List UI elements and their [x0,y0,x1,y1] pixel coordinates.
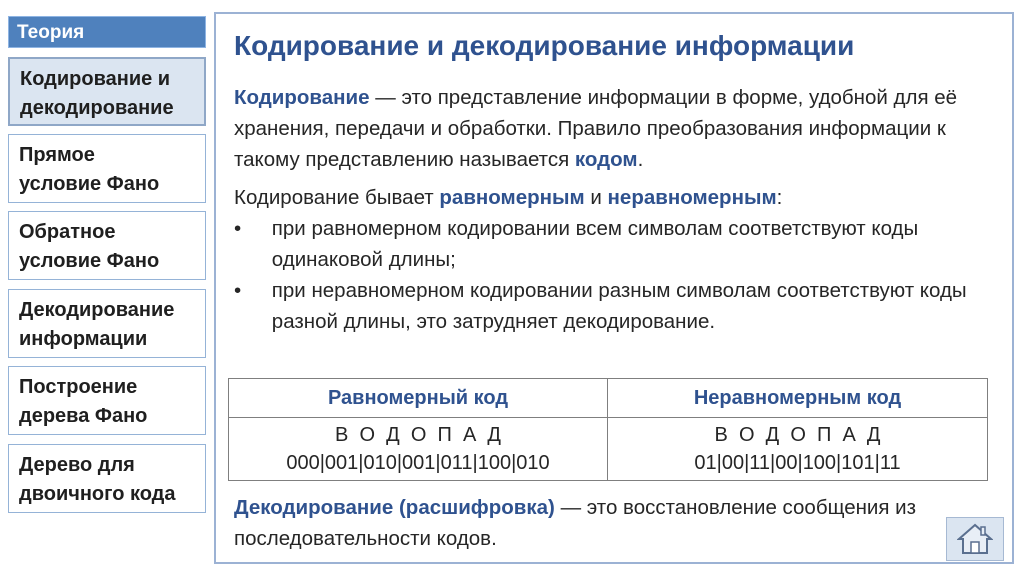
nonuniform-code-cell [608,418,988,481]
list-item-text: при неравномерном кодировании разным символам соответствуют коды разной длины, это затрудняет декодирование. [271,279,967,333]
bullet-marker: • [234,217,242,240]
sidebar-header: Теория [8,16,206,48]
types-and: и [584,186,608,209]
uniform-codes: 000|001|010|001|011|100|010 [286,452,550,474]
table-row [229,418,988,481]
sidebar-item-fano-tree[interactable]: Построение дерева Фано [8,366,206,435]
decoding-paragraph [234,492,1004,554]
header-nonuniform-code: Неравномерным код [608,379,988,418]
uniform-code-cell [229,418,608,481]
term-uniform: равномерным [439,186,585,209]
home-button[interactable] [946,517,1004,561]
uniform-letters: В О Д О П А Д [335,424,501,446]
types-intro-text: Кодирование бывает [234,186,440,209]
home-icon [957,523,993,555]
sidebar [0,0,220,574]
definition-end: . [637,148,644,171]
term-decoding: Декодирование (расшифровка) [234,496,555,519]
term-code: кодом [574,148,638,171]
content-panel [214,12,1014,564]
sidebar-item-binary-tree[interactable]: Дерево для двоичного кода [8,444,206,513]
decoding-text: — это восстановление сообщения из последовательности кодов. [234,496,917,550]
sidebar-item-decoding-info[interactable]: Декодирование информации [8,289,206,358]
term-coding: Кодирование [234,86,370,109]
list-item-text: при равномерном кодировании всем символам соответствуют коды одинаковой длины; [271,217,919,271]
types-intro [234,182,1004,213]
code-comparison-table [228,378,988,481]
types-colon: : [776,186,783,209]
list-item [228,275,998,337]
page-title: Кодирование и декодирование информации [234,30,855,61]
header-uniform-code: Равномерный код [229,379,608,418]
term-nonuniform: неравномерным [607,186,777,209]
bullet-marker: • [234,279,242,302]
nonuniform-letters: В О Д О П А Д [714,424,881,446]
sidebar-item-coding-decoding[interactable]: Кодирование и декодирование [8,57,206,126]
table-header-row [229,379,988,418]
nonuniform-codes: 01|00|11|00|100|101|11 [694,452,901,474]
types-list [228,213,998,337]
definition-paragraph [234,82,1004,175]
sidebar-item-inverse-fano[interactable]: Обратное условие Фано [8,211,206,280]
definition-text: — это представление информации в форме, удобной для её хранения, передачи и обработки. Правило преобразования информации к такому представлению называется [234,86,958,171]
sidebar-item-direct-fano[interactable]: Прямое условие Фано [8,134,206,203]
list-item [228,213,998,275]
